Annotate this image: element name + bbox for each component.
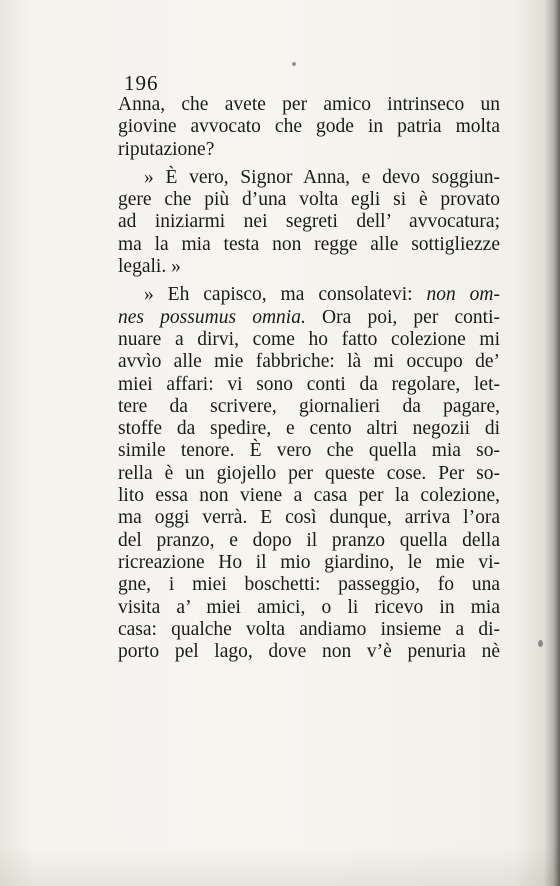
- text-line: simile tenore. È vero che quella mia so-: [118, 440, 500, 462]
- text-line: riputazione?: [118, 138, 215, 160]
- ink-speck: [292, 62, 296, 66]
- text-line: ma oggi verrà. E così dunque, arriva l’ora: [118, 507, 500, 529]
- page-number: 196: [124, 71, 159, 95]
- text-line: avvìo alle mie fabbriche: là mi occupo de’: [118, 351, 500, 373]
- text-column: [118, 72, 500, 663]
- text-line: ricreazione Ho il mio giardino, le mie vi-: [118, 551, 500, 573]
- paragraph: [118, 284, 500, 663]
- text-line: Anna, che avete per amico intrinseco un: [118, 94, 500, 115]
- text-line: » È vero, Signor Anna, e devo soggiun-: [144, 166, 500, 188]
- text-line: gere che più d’una volta egli si è provato: [118, 189, 500, 211]
- text-line: del pranzo, e dopo il pranzo quella della: [118, 529, 500, 551]
- latin-phrase: non om-: [426, 284, 500, 306]
- text-line: giovine avvocato che gode in patria molta: [118, 116, 500, 138]
- text-line: nuare a dirvi, come ho fatto colezione mi: [118, 328, 500, 350]
- paragraph: [118, 94, 500, 161]
- text-line: tere da scrivere, giornalieri da pagare,: [118, 395, 500, 417]
- text-line: gne, i miei boschetti: passeggio, fo una: [118, 574, 500, 596]
- page-gutter-shadow: [544, 0, 560, 886]
- text-run: » Eh capisco, ma consolatevi:: [144, 284, 427, 306]
- text-line: ad iniziarmi nei segreti dell’ avvocatura;: [118, 211, 500, 233]
- text-line: rella è un giojello per queste cose. Per so-: [118, 462, 500, 484]
- text-line: porto pel lago, dove non v’è penuria nè: [118, 641, 500, 663]
- text-line: ma la mia testa non regge alle sottigliezze: [118, 233, 500, 255]
- text-line: miei affari: vi sono conti da regolare, let-: [118, 373, 500, 395]
- text-line: [118, 307, 500, 329]
- paragraph: [118, 167, 500, 278]
- text-line: legali. »: [118, 256, 181, 278]
- text-line: casa: qualche volta andiamo insieme a di-: [118, 618, 500, 640]
- text-line: stoffe da spedire, e cento altri negozii di: [118, 418, 500, 440]
- text-run: Ora poi, per conti-: [305, 306, 500, 328]
- text-line: lito essa non viene a casa per la colezione,: [118, 485, 500, 507]
- text-line: visita a’ miei amici, o li ricevo in mia: [118, 596, 500, 618]
- text-line: [118, 284, 500, 306]
- page-bottom-shadow: [0, 846, 560, 886]
- ink-speck: [538, 640, 543, 647]
- latin-phrase: nes possumus omnia.: [118, 306, 306, 328]
